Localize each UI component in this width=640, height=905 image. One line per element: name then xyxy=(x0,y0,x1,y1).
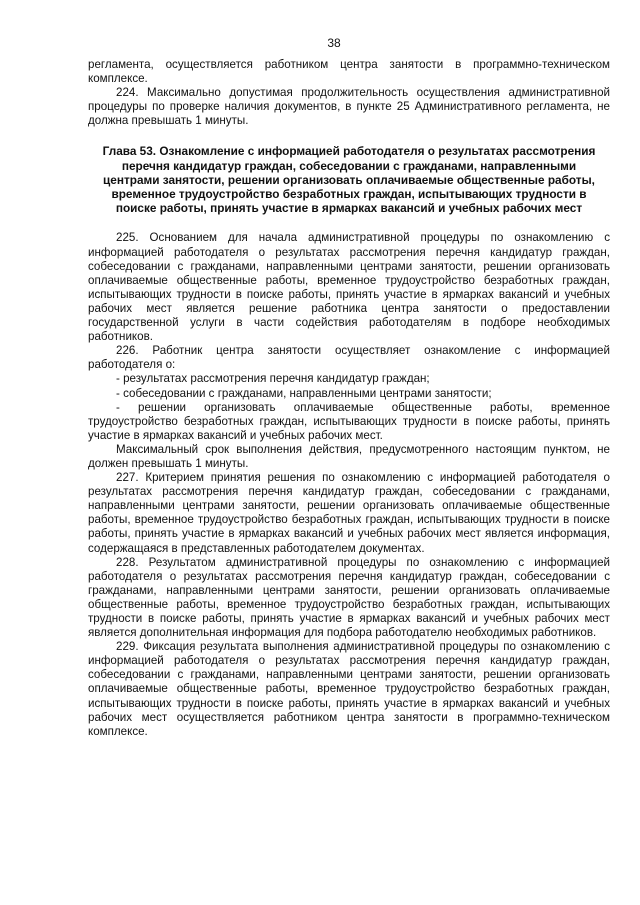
paragraph-228: 228. Результатом административной процедуры по ознакомлению с информацией работодателя о результатах рассмотрения перечня кандидатур граждан, собеседовании с гражданами, направленными центрами занятости, решении организовать оплачиваемые общественные работы, временное трудоустройство безработных граждан, испытывающих трудности в поиске работы, принять участие в ярмарках вакансий и учебных рабочих мест является дополнительная информация для подбора работодателю необходимых работников. xyxy=(88,555,610,640)
paragraph-226-max-time: Максимальный срок выполнения действия, предусмотренного настоящим пунктом, не должен превышать 1 минуты. xyxy=(88,442,610,470)
paragraph-intro-continuation: регламента, осуществляется работником центра занятости в программно-техническом комплексе. xyxy=(88,58,610,86)
paragraph-229: 229. Фиксация результата выполнения административной процедуры по ознакомлению с информацией работодателя о результатах рассмотрения перечня кандидатур граждан, собеседовании с гражданами, направленными центрами занятости, решении организовать оплачиваемые общественные работы, временное трудоустройство безработных граждан, испытывающих трудности в поиске работы, принять участие в ярмарках вакансий и учебных рабочих мест осуществляется работником центра занятости в программно-техническом комплексе. xyxy=(88,640,610,738)
list-item: - решении организовать оплачиваемые общественные работы, временное трудоустройство безработных граждан, испытывающих трудности в поиске работы, принять участие в ярмарках вакансий и учебных рабочих мест. xyxy=(88,400,610,442)
page-number: 38 xyxy=(327,36,341,50)
paragraph-224: 224. Максимально допустимая продолжительность осуществления административной процедуры по проверке наличия документов, в пункте 25 Административного регламента, не должна превышать 1 минуты. xyxy=(88,86,610,128)
paragraph-225: 225. Основанием для начала административной процедуры по ознакомлению с информацией работодателя о результатах рассмотрения перечня кандидатур граждан, собеседовании с гражданами, направленными центрами занятости, решении организовать оплачиваемые общественные работы, временное трудоустройство безработных граждан, испытывающих трудности в поиске работы, принять участие в ярмарках вакансий и учебных рабочих мест является решение работника центра занятости о предоставлении государственной услуги в части содействия работодателям в подборе необходимых работников. xyxy=(88,231,610,344)
paragraph-227: 227. Критерием принятия решения по ознакомлению с информацией работодателя о результатах рассмотрения перечня кандидатур граждан, собеседовании с гражданами, направленными центрами занятости, решении организовать оплачиваемые общественные работы, временное трудоустройство безработных граждан, испытывающих трудности в поиске работы, принять участие в ярмарках вакансий и учебных рабочих мест является информация, содержащаяся в представленных работодателем документах. xyxy=(88,471,610,555)
paragraph-226: 226. Работник центра занятости осуществляет ознакомление с информацией работодателя о: xyxy=(88,344,610,372)
chapter-heading: Глава 53. Ознакомление с информацией работодателя о результатах рассмотрения перечня кандидатур граждан, собеседовании с гражданами, направленными центрами занятости, решении организовать оплачиваемые общественные работы, временное трудоустройство безработных граждан, испытывающих трудности в поиске работы, принять участие в ярмарках вакансий и учебных рабочих мест xyxy=(102,144,596,216)
list-item: - собеседовании с гражданами, направленными центрами занятости; xyxy=(116,386,492,400)
document-body xyxy=(88,58,610,739)
list-item: - результатах рассмотрения перечня кандидатур граждан; xyxy=(116,372,430,386)
